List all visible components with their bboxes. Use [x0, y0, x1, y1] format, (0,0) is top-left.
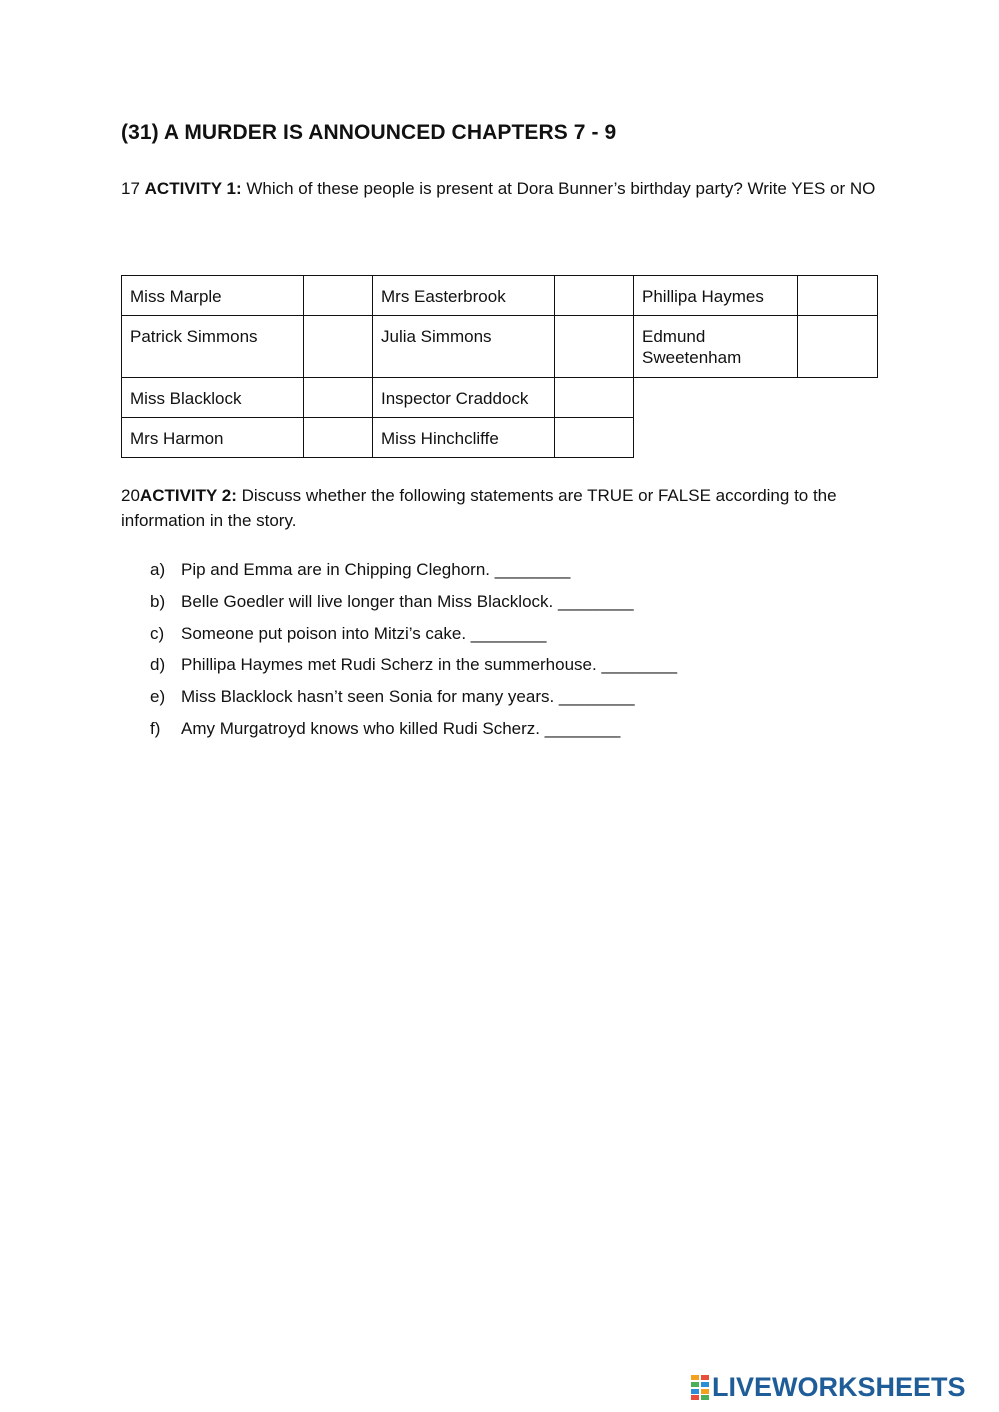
statement-text[interactable]: Phillipa Haymes met Rudi Scherz in the summerhouse. ________: [181, 655, 678, 675]
answer-cell[interactable]: [304, 316, 373, 378]
activity-2-text: Discuss whether the following statements are TRUE or FALSE according to the information in the story.: [121, 486, 837, 530]
empty-cell: [798, 418, 878, 458]
item-letter: b): [150, 591, 166, 611]
liveworksheets-logo[interactable]: [691, 1372, 966, 1402]
item-letter: f): [150, 718, 161, 738]
empty-cell: [798, 378, 878, 418]
list-item: [150, 590, 677, 622]
statement-text[interactable]: Someone put poison into Mitzi’s cake. ________: [181, 623, 547, 643]
person-name: Miss Hinchcliffe: [373, 418, 555, 458]
list-item: [150, 717, 677, 749]
statement-text[interactable]: Pip and Emma are in Chipping Cleghorn. ________: [181, 560, 571, 579]
answer-cell[interactable]: [798, 276, 878, 316]
table-row: [122, 276, 878, 316]
person-name: Mrs Easterbrook: [373, 276, 555, 316]
item-letter: c): [150, 623, 165, 643]
item-letter: e): [150, 687, 166, 707]
liveworksheets-logo-icon: [691, 1375, 710, 1400]
activity-1-label: ACTIVITY 1:: [144, 179, 242, 198]
person-name: Inspector Craddock: [373, 378, 555, 418]
list-item: [150, 622, 677, 654]
person-name: Miss Blacklock: [122, 378, 304, 418]
item-letter: d): [150, 655, 166, 675]
person-name: Mrs Harmon: [122, 418, 304, 458]
activity-2-instructions: [121, 483, 891, 533]
answer-cell[interactable]: [555, 378, 634, 418]
person-name: Miss Marple: [122, 276, 304, 316]
statements-list: [150, 558, 677, 749]
table-row: [122, 378, 878, 418]
activity-2-label: ACTIVITY 2:: [139, 486, 237, 505]
answer-cell[interactable]: [304, 418, 373, 458]
answer-cell[interactable]: [304, 276, 373, 316]
person-name: Julia Simmons: [373, 316, 555, 378]
people-table: [121, 275, 878, 458]
answer-cell[interactable]: [798, 316, 878, 378]
answer-cell[interactable]: [555, 418, 634, 458]
table-row: [122, 418, 878, 458]
person-name: Phillipa Haymes: [634, 276, 798, 316]
activity-1-instructions: [121, 176, 881, 201]
person-name: Edmund Sweetenham: [634, 316, 798, 378]
logo-text: LIVEWORKSHEETS: [712, 1371, 966, 1402]
answer-cell[interactable]: [555, 316, 634, 378]
activity-1-number: 17: [121, 179, 145, 198]
statement-text[interactable]: Belle Goedler will live longer than Miss Blacklock. ________: [181, 591, 634, 611]
statement-text[interactable]: Miss Blacklock hasn’t seen Sonia for many years. ________: [181, 687, 635, 707]
list-item: [150, 558, 677, 590]
table-row: [122, 316, 878, 378]
statement-text[interactable]: Amy Murgatroyd knows who killed Rudi Scherz. ________: [181, 718, 621, 738]
activity-2-number: 20: [121, 486, 140, 505]
item-letter: a): [150, 560, 166, 579]
empty-cell: [634, 418, 798, 458]
empty-cell: [634, 378, 798, 418]
answer-cell[interactable]: [304, 378, 373, 418]
list-item: [150, 685, 677, 717]
person-name: Patrick Simmons: [122, 316, 304, 378]
list-item: [150, 653, 677, 685]
page-title: (31) A MURDER IS ANNOUNCED CHAPTERS 7 - 9: [121, 121, 617, 144]
answer-cell[interactable]: [555, 276, 634, 316]
activity-1-text: Which of these people is present at Dora Bunner’s birthday party? Write YES or NO: [241, 179, 876, 198]
